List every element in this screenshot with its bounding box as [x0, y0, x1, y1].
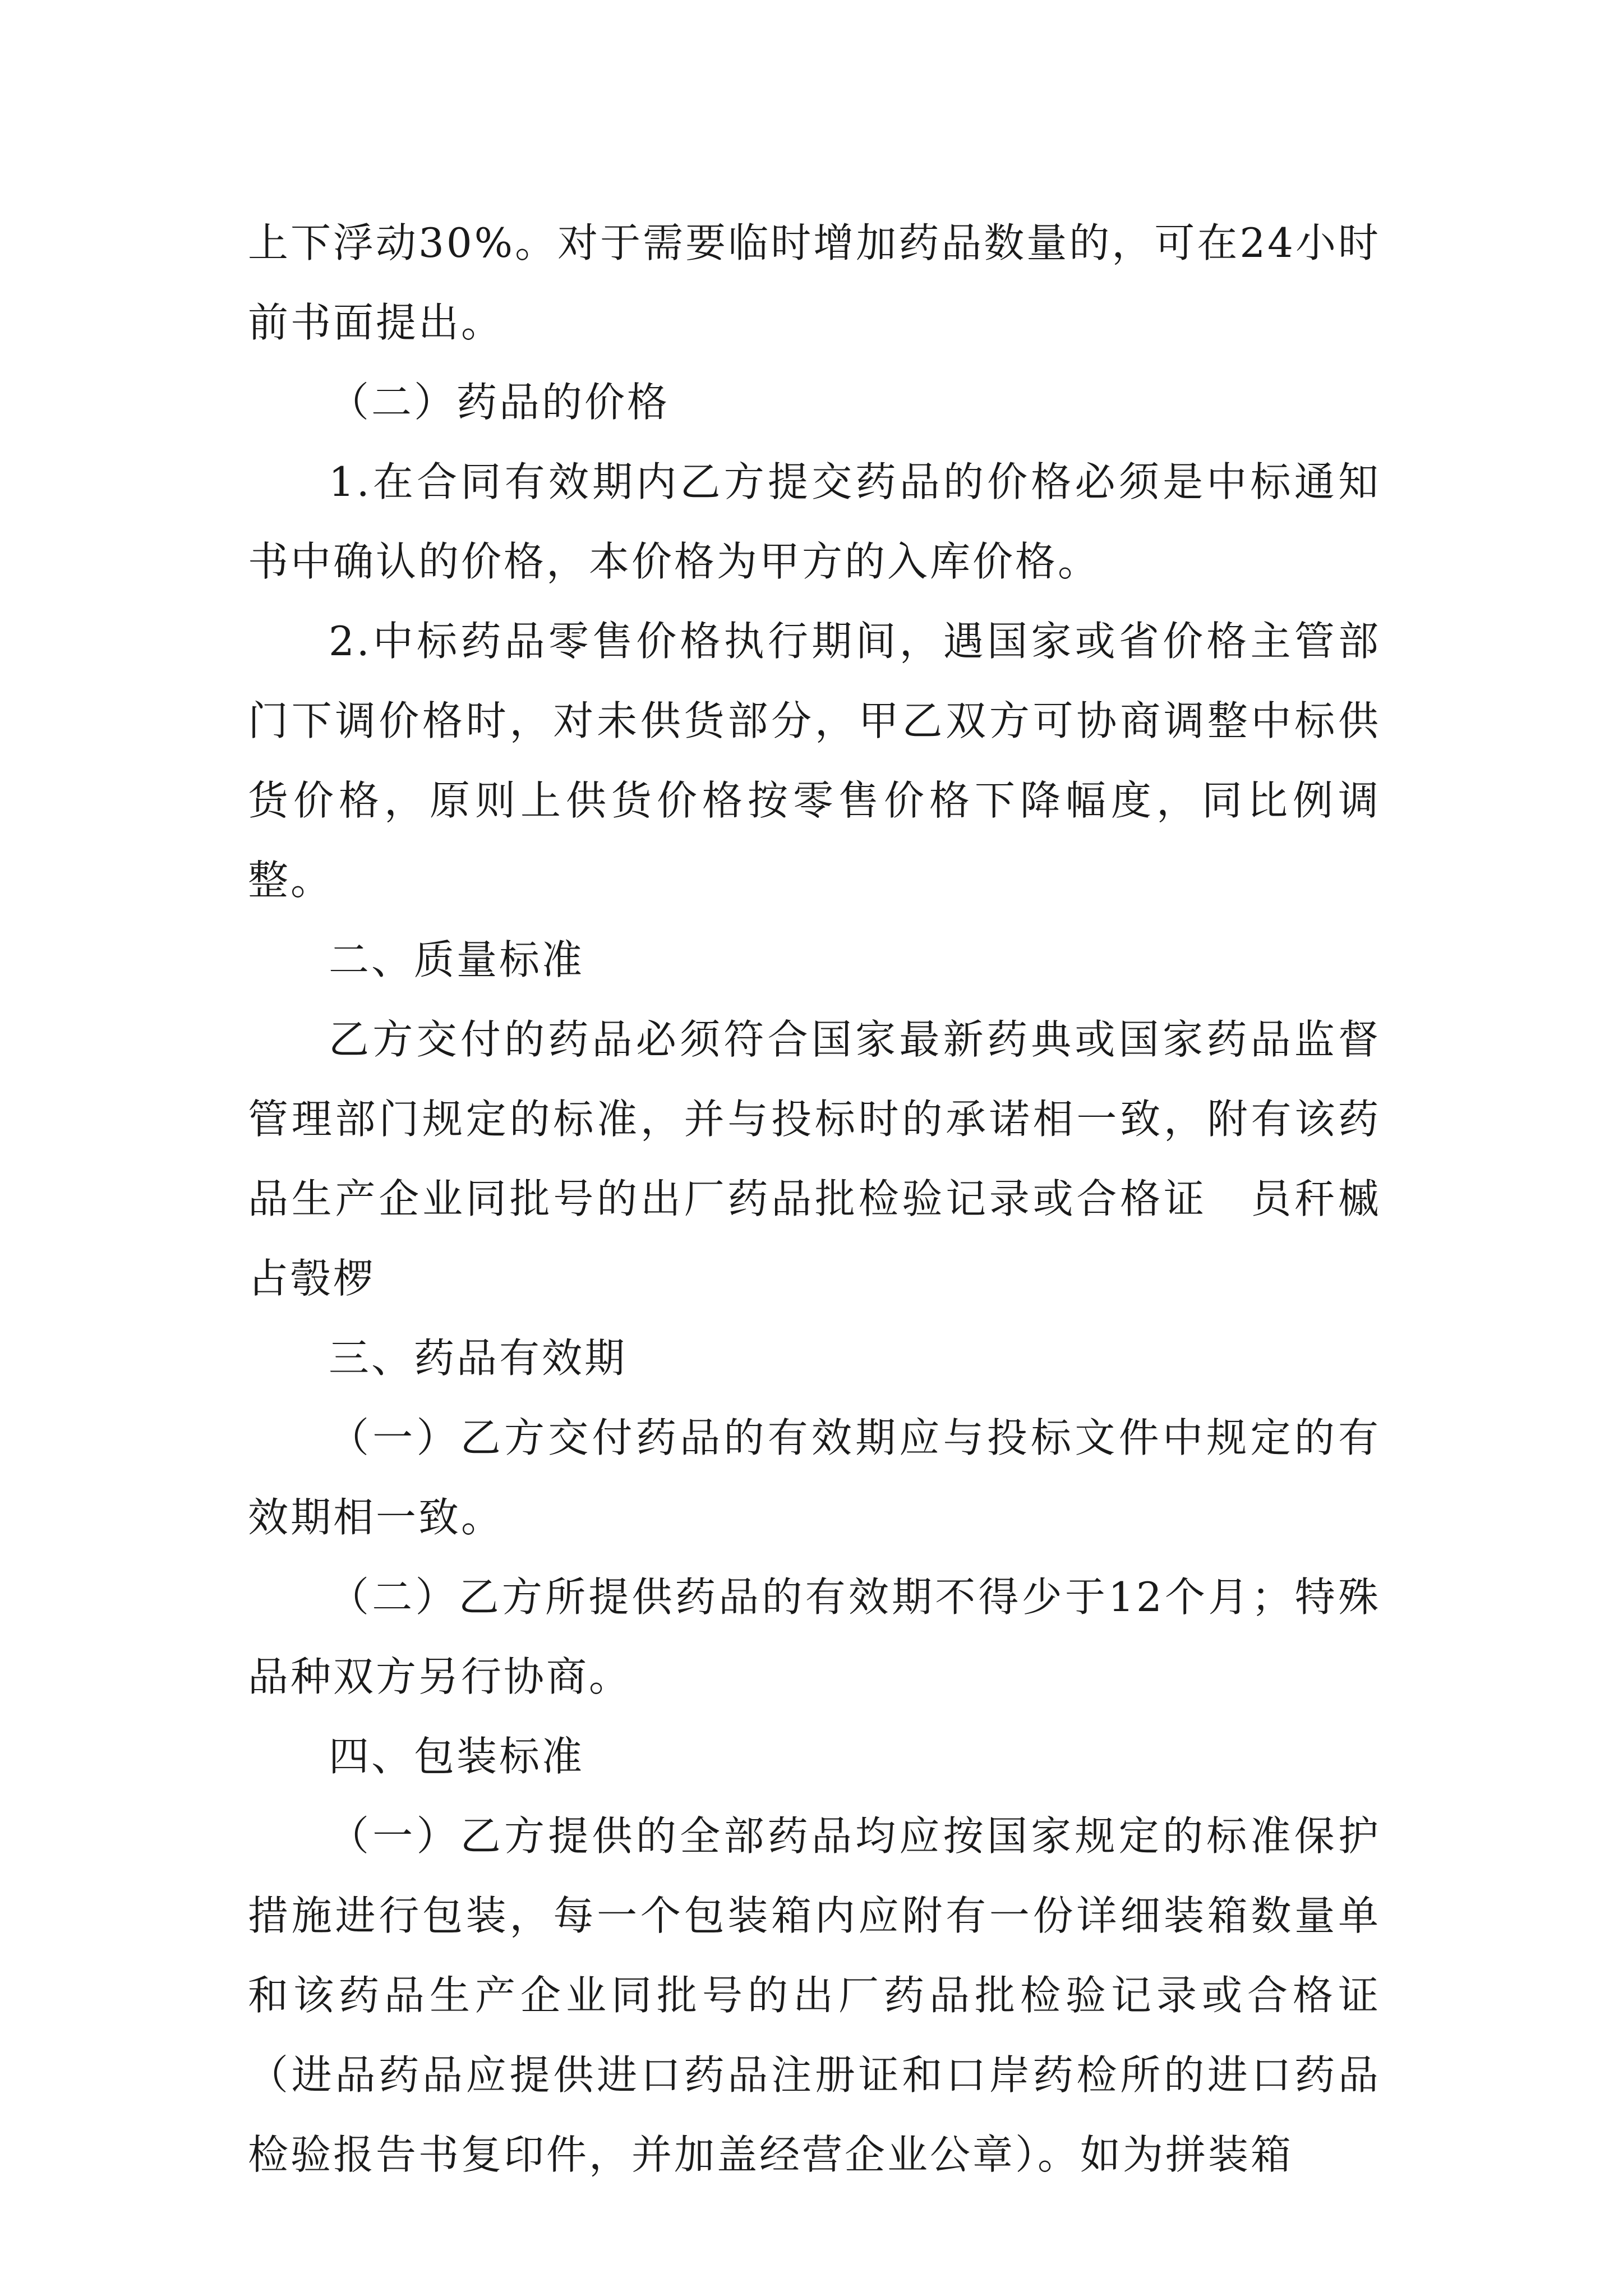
section-heading-quality: 二、质量标准: [329, 936, 585, 983]
section-heading-packaging: 四、包装标准: [329, 1733, 585, 1780]
paragraph-packaging-1: （一）乙方提供的全部药品均应按国家规定的标准保护措施进行包装，每一个包装箱内应附有一份详细装箱数量单和该药品生产企业同批号的出厂药品批检验记录或合格证（进品药品应提供进口药品注册证和口岸药检所的进口药品检验报告书复印件，并加盖经营企业公章）。如为拼装箱: [248, 1812, 1381, 2178]
section-heading-validity: 三、药品有效期: [329, 1335, 628, 1382]
paragraph-validity-1: （一）乙方交付药品的有效期应与投标文件中规定的有效期相一致。: [248, 1414, 1381, 1541]
document-body: [248, 203, 1381, 2194]
paragraph-continuation: 上下浮动30%。对于需要临时增加药品数量的，可在24小时前书面提出。: [248, 219, 1381, 346]
paragraph-quality: 乙方交付的药品必须符合国家最新药典或国家药品监督管理部门规定的标准，并与投标时的承诺相一致，附有该药品生产企业同批号的出厂药品批检验记录或合格证 员秆槭占彀椤: [248, 1016, 1381, 1302]
paragraph-validity-2: （二）乙方所提供药品的有效期不得少于12个月；特殊品种双方另行协商。: [248, 1573, 1381, 1700]
paragraph-price-item-2: 2.中标药品零售价格执行期间，遇国家或省价格主管部门下调价格时，对未供货部分，甲乙双方可协商调整中标供货价格，原则上供货价格按零售价格下降幅度，同比例调整。: [248, 618, 1381, 904]
paragraph-price-item-1: 1.在合同有效期内乙方提交药品的价格必须是中标通知书中确认的价格，本价格为甲方的入库价格。: [248, 458, 1381, 585]
subsection-heading-price: （二）药品的价格: [329, 379, 670, 426]
